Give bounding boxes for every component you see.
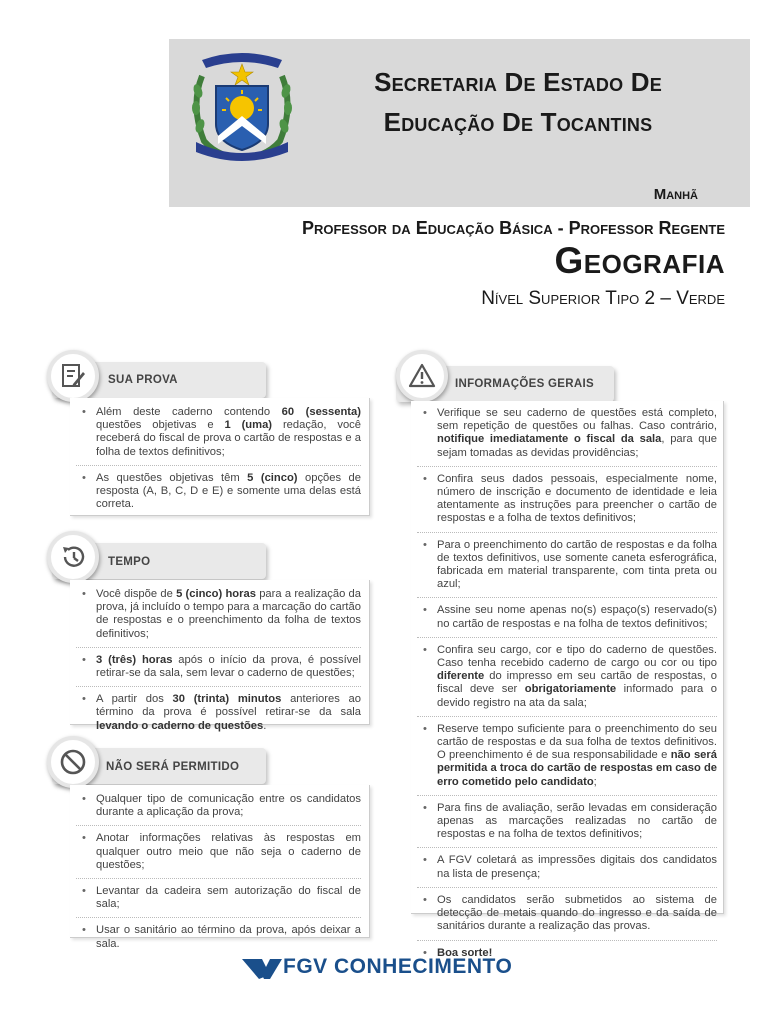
tempo-list xyxy=(76,588,361,739)
tempo-icon-circle xyxy=(47,531,99,583)
fgv-logo-mark xyxy=(242,957,282,981)
list-item: • A partir dos 30 (trinta) minutos anteriores ao término da prova é possível retirar-se da sala levando o caderno de questões. xyxy=(76,693,361,739)
fgv-brand-name: FGV CONHECIMENTO xyxy=(283,955,513,978)
list-item: • A FGV coletará as impressões digitais dos candidatos na lista de presença; xyxy=(417,854,717,887)
list-item: • Boa sorte! xyxy=(417,947,717,966)
tempo-title: TEMPO xyxy=(108,556,151,568)
sua-prova-icon-circle xyxy=(47,350,99,402)
sua-prova-title: SUA PROVA xyxy=(108,374,178,386)
info-gerais-box xyxy=(411,401,724,959)
clock-history-icon xyxy=(59,543,87,571)
info-gerais-title: INFORMAÇÕES GERAIS xyxy=(455,378,594,390)
list-item: • Levantar da cadeira sem autorização do fiscal de sala; xyxy=(76,885,361,918)
institution-title-line1: Secretaria De Estado De xyxy=(374,67,662,97)
nao-permitido-list xyxy=(76,793,361,957)
sua-prova-list xyxy=(76,406,361,517)
exam-period: Manhã xyxy=(653,186,698,203)
list-item: • Para o preenchimento do cartão de respostas e da folha de textos definitivos, use somente caneta esferográfica, fabricada em material transparente, com tinta preta ou azul; xyxy=(417,539,717,599)
list-item: • Verifique se seu caderno de questões está completo, sem repetição de questões ou falhas. Caso contrário, notifique imediatamente o fiscal da sala, para que sejam tomadas as devidas providências; xyxy=(417,407,717,467)
exam-level-type: Nível Superior Tipo 2 – Verde xyxy=(481,288,725,309)
list-item: • Os candidatos serão submetidos ao sistema de detecção de metais quando do ingresso e da saída de sanitários durante a realização das provas. xyxy=(417,894,717,941)
list-item: • Assine seu nome apenas no(s) espaço(s) reservado(s) no cartão de respostas e na folha de textos definitivos; xyxy=(417,604,717,637)
prohibited-icon xyxy=(59,748,87,776)
nao-permitido-icon-circle xyxy=(47,736,99,788)
warning-icon xyxy=(408,362,436,390)
list-item: • Além deste caderno contendo 60 (sessenta) questões objetivas e 1 (uma) redação, você receberá do fiscal de prova o cartão de respostas e a folha de textos definitivos; xyxy=(76,406,361,466)
info-gerais-icon-circle xyxy=(396,350,448,402)
list-item: • Confira seu cargo, cor e tipo do caderno de questões. Caso tenha recebido caderno de cargo ou cor ou tipo diferente do impresso em seu cartão de respostas, o fiscal deve ser obrigatoriamente informado para o devido registro na ata da sala; xyxy=(417,644,717,717)
info-gerais-list xyxy=(417,407,717,966)
institution-title-line2: Educação De Tocantins xyxy=(383,107,653,137)
tempo-box xyxy=(70,580,370,732)
sua-prova-box xyxy=(70,398,370,516)
list-item: • 3 (três) horas após o início da prova, é possível retirar-se da sala, sem levar o caderno de questões; xyxy=(76,654,361,687)
nao-permitido-box xyxy=(70,785,370,950)
state-crest-logo xyxy=(188,46,296,164)
list-item: • Para fins de avaliação, serão levadas em consideração apenas as marcações realizadas no cartão de respostas e na folha de textos definitivos; xyxy=(417,802,717,849)
institution-title xyxy=(318,62,718,142)
list-item: • Qualquer tipo de comunicação entre os candidatos durante a aplicação da prova; xyxy=(76,793,361,826)
exam-position: Professor da Educação Básica - Professor Regente xyxy=(301,218,725,238)
list-item: • As questões objetivas têm 5 (cinco) opções de resposta (A, B, C, D e E) e somente uma delas está correta. xyxy=(76,472,361,518)
list-item: • Usar o sanitário ao término da prova, após deixar a sala. xyxy=(76,924,361,956)
exam-subject: Geografia xyxy=(554,240,725,281)
list-item: • Você dispõe de 5 (cinco) horas para a realização da prova, já incluído o tempo para a marcação do cartão de respostas e o preenchimento da folha de textos definitivos; xyxy=(76,588,361,648)
nao-permitido-title: NÃO SERÁ PERMITIDO xyxy=(106,761,240,773)
edit-document-icon xyxy=(59,362,87,390)
list-item: • Confira seus dados pessoais, especialmente nome, número de inscrição e documento de identidade e leia atentamente as instruções para preencher o cartão de respostas e a folha de textos definitivos; xyxy=(417,473,717,533)
list-item: • Reserve tempo suficiente para o preenchimento do seu cartão de respostas e da sua folha de textos definitivos. O preenchimento é de sua responsabilidade e não será permitida a troca do cartão de respostas em caso de erro cometido pelo candidato; xyxy=(417,723,717,796)
list-item: • Anotar informações relativas às respostas em qualquer outro meio que não seja o caderno de questões; xyxy=(76,832,361,879)
